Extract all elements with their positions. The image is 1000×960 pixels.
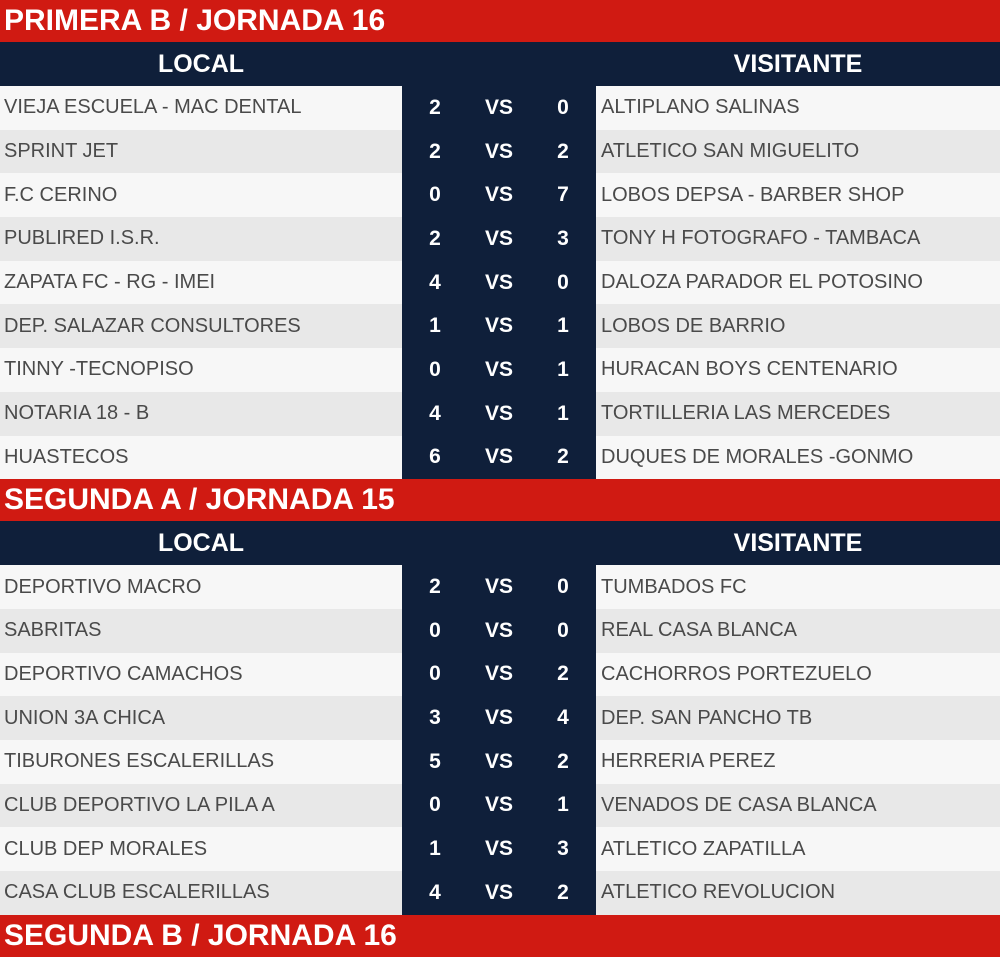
home-team: DEP. SALAZAR CONSULTORES [0, 304, 402, 348]
home-score: 3 [429, 706, 441, 730]
away-score: 0 [557, 618, 569, 642]
home-team: DEPORTIVO MACRO [0, 565, 402, 609]
score-block [402, 348, 596, 392]
home-team: ZAPATA FC - RG - IMEI [0, 261, 402, 305]
away-team: LOBOS DEPSA - BARBER SHOP [596, 173, 1000, 217]
home-score: 0 [429, 662, 441, 686]
away-team: HURACAN BOYS CENTENARIO [596, 348, 1000, 392]
away-team: REAL CASA BLANCA [596, 609, 1000, 653]
home-team: CLUB DEPORTIVO LA PILA A [0, 784, 402, 828]
away-score: 2 [557, 662, 569, 686]
score-block [402, 436, 596, 480]
home-score: 2 [429, 95, 441, 119]
home-team: VIEJA ESCUELA - MAC DENTAL [0, 86, 402, 130]
away-score: 2 [557, 139, 569, 163]
away-team: DUQUES DE MORALES -GONMO [596, 436, 1000, 480]
match-row [0, 348, 1000, 392]
vs-label: VS [484, 226, 513, 250]
score-block [402, 871, 596, 915]
vs-label: VS [484, 270, 513, 294]
home-score: 0 [429, 183, 441, 207]
score-block [402, 696, 596, 740]
vs-label: VS [484, 618, 513, 642]
away-score: 7 [557, 183, 569, 207]
home-score: 0 [429, 618, 441, 642]
match-row [0, 173, 1000, 217]
local-header: LOCAL [157, 49, 245, 78]
away-score: 1 [557, 357, 569, 381]
home-team: TIBURONES ESCALERILLAS [0, 740, 402, 784]
match-row [0, 304, 1000, 348]
home-score: 0 [429, 357, 441, 381]
visitante-header: VISITANTE [733, 49, 863, 78]
away-score: 0 [557, 575, 569, 599]
away-team: ATLETICO SAN MIGUELITO [596, 130, 1000, 174]
home-score: 1 [429, 837, 441, 861]
home-team: NOTARIA 18 - B [0, 392, 402, 436]
home-score: 2 [429, 139, 441, 163]
vs-label: VS [484, 575, 513, 599]
section-title: PRIMERA B / JORNADA 16 [0, 0, 1000, 42]
home-team: PUBLIRED I.S.R. [0, 217, 402, 261]
home-team: CLUB DEP MORALES [0, 827, 402, 871]
vs-label: VS [484, 662, 513, 686]
home-team: TINNY -TECNOPISO [0, 348, 402, 392]
vs-label: VS [484, 357, 513, 381]
away-score: 4 [557, 706, 569, 730]
home-team: F.C CERINO [0, 173, 402, 217]
away-score: 1 [557, 401, 569, 425]
vs-label: VS [484, 314, 513, 338]
vs-label: VS [484, 793, 513, 817]
home-team: DEPORTIVO CAMACHOS [0, 653, 402, 697]
vs-label: VS [484, 837, 513, 861]
vs-label: VS [484, 183, 513, 207]
score-block [402, 304, 596, 348]
home-score: 4 [429, 880, 441, 904]
away-score: 2 [557, 880, 569, 904]
away-team: CACHORROS PORTEZUELO [596, 653, 1000, 697]
match-row [0, 827, 1000, 871]
score-block [402, 173, 596, 217]
match-row [0, 653, 1000, 697]
column-header-row [0, 521, 1000, 565]
match-row [0, 86, 1000, 130]
match-row [0, 740, 1000, 784]
away-team: TUMBADOS FC [596, 565, 1000, 609]
away-team: DEP. SAN PANCHO TB [596, 696, 1000, 740]
match-row [0, 696, 1000, 740]
away-score: 3 [557, 226, 569, 250]
section-primera-b [0, 0, 1000, 479]
section-segunda-a [0, 479, 1000, 915]
home-team: SABRITAS [0, 609, 402, 653]
score-block [402, 86, 596, 130]
score-block [402, 392, 596, 436]
home-team: UNION 3A CHICA [0, 696, 402, 740]
away-score: 0 [557, 95, 569, 119]
home-team: CASA CLUB ESCALERILLAS [0, 871, 402, 915]
vs-label: VS [484, 749, 513, 773]
home-team: HUASTECOS [0, 436, 402, 480]
score-block [402, 609, 596, 653]
vs-label: VS [484, 95, 513, 119]
match-row [0, 609, 1000, 653]
match-row [0, 217, 1000, 261]
match-row [0, 565, 1000, 609]
section-title: SEGUNDA B / JORNADA 16 [0, 915, 1000, 957]
column-header-row [0, 42, 1000, 86]
score-block [402, 784, 596, 828]
away-score: 2 [557, 749, 569, 773]
score-block [402, 217, 596, 261]
match-row [0, 392, 1000, 436]
away-team: ALTIPLANO SALINAS [596, 86, 1000, 130]
away-score: 1 [557, 314, 569, 338]
home-score: 6 [429, 445, 441, 469]
match-row [0, 436, 1000, 480]
away-team: VENADOS DE CASA BLANCA [596, 784, 1000, 828]
away-team: DALOZA PARADOR EL POTOSINO [596, 261, 1000, 305]
visitante-header: VISITANTE [733, 528, 863, 557]
section-title: SEGUNDA A / JORNADA 15 [0, 479, 1000, 521]
home-score: 2 [429, 226, 441, 250]
score-block [402, 261, 596, 305]
match-row [0, 784, 1000, 828]
away-team: ATLETICO ZAPATILLA [596, 827, 1000, 871]
home-score: 2 [429, 575, 441, 599]
section-segunda-b [0, 915, 1000, 957]
match-row [0, 261, 1000, 305]
vs-label: VS [484, 445, 513, 469]
away-score: 1 [557, 793, 569, 817]
match-row [0, 871, 1000, 915]
away-team: TORTILLERIA LAS MERCEDES [596, 392, 1000, 436]
score-block [402, 130, 596, 174]
away-score: 2 [557, 445, 569, 469]
match-row [0, 130, 1000, 174]
away-team: TONY H FOTOGRAFO - TAMBACA [596, 217, 1000, 261]
score-block [402, 827, 596, 871]
vs-label: VS [484, 880, 513, 904]
away-team: LOBOS DE BARRIO [596, 304, 1000, 348]
home-score: 5 [429, 749, 441, 773]
away-score: 0 [557, 270, 569, 294]
score-block [402, 740, 596, 784]
vs-label: VS [484, 139, 513, 163]
away-score: 3 [557, 837, 569, 861]
local-header: LOCAL [157, 528, 245, 557]
home-score: 4 [429, 401, 441, 425]
score-block [402, 653, 596, 697]
home-score: 0 [429, 793, 441, 817]
home-team: SPRINT JET [0, 130, 402, 174]
away-team: HERRERIA PEREZ [596, 740, 1000, 784]
away-team: ATLETICO REVOLUCION [596, 871, 1000, 915]
home-score: 4 [429, 270, 441, 294]
vs-label: VS [484, 706, 513, 730]
score-block [402, 565, 596, 609]
vs-label: VS [484, 401, 513, 425]
home-score: 1 [429, 314, 441, 338]
